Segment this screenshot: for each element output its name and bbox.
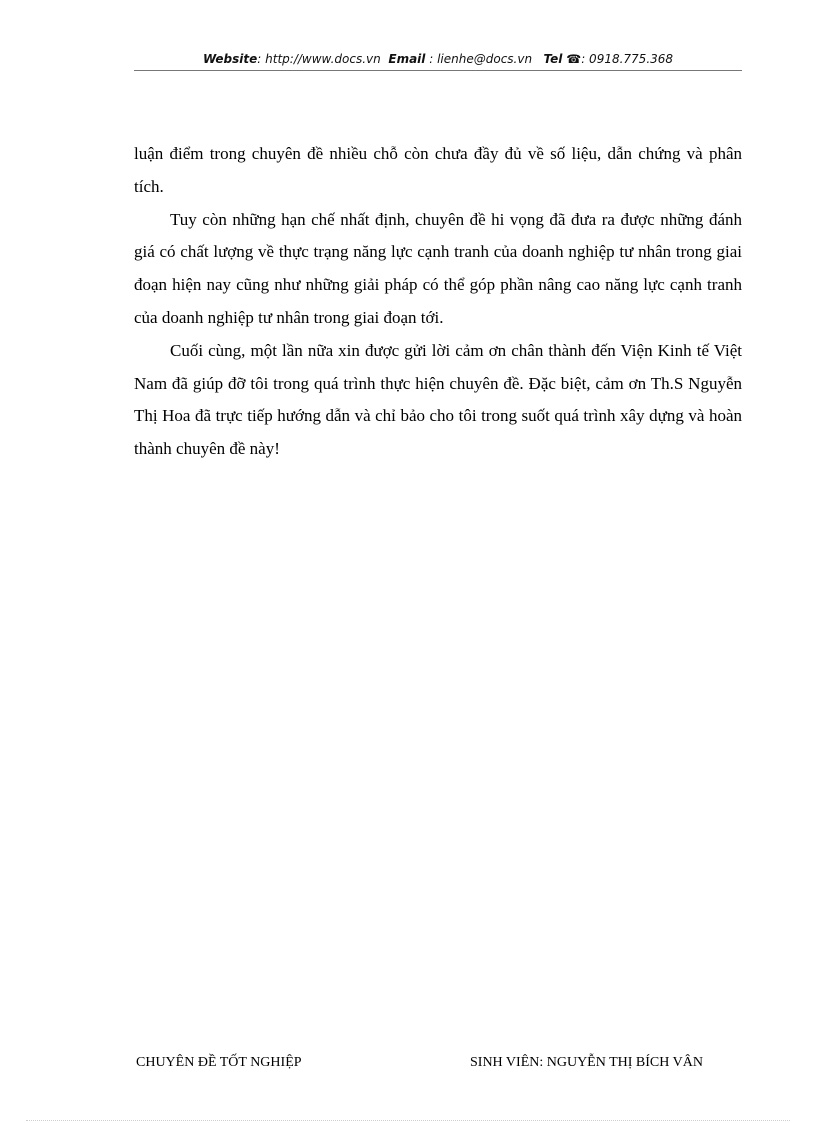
tel-label: Tel [543,52,563,66]
footer-thesis-label: CHUYÊN ĐỀ TỐT NGHIỆP [136,1055,302,1070]
paragraph: luận điểm trong chuyên đề nhiều chỗ còn chưa đầy đủ về số liệu, dẫn chứng và phân tích. [134,144,742,196]
footer-student-name: SINH VIÊN: NGUYỄN THỊ BÍCH VÂN [470,1055,703,1070]
tel-value: : 0918.775.368 [581,52,674,66]
email-label: Email [388,52,426,66]
paragraph: Tuy còn những hạn chế nhất định, chuyên đề hi vọng đã đưa ra được những đánh giá có chất lượng về thực trạng năng lực cạnh tranh của doanh nghiệp tư nhân trong giai đoạn hiện nay cũng như những giải pháp có thể góp phần nâng cao năng lực cạnh tranh của doanh nghiệp tư nhân trong giai đoạn tới. [134,209,742,327]
page-bottom-divider [26,1120,790,1121]
email-value[interactable]: : lienhe@docs.vn [429,52,533,66]
document-body [134,138,742,466]
page-header [134,50,742,71]
phone-icon: ☎ [566,52,582,66]
website-label: Website [202,52,258,66]
website-url[interactable]: http://www.docs.vn [265,52,381,66]
paragraph: Cuối cùng, một lần nữa xin được gửi lời cảm ơn chân thành đến Viện Kinh tế Việt Nam đã giúp đỡ tôi trong quá trình thực hiện chuyên đề. Đặc biệt, cảm ơn Th.S Nguyễn Thị Hoa đã trực tiếp hướng dẫn và chỉ bảo cho tôi trong suốt quá trình xây dựng và hoàn thành chuyên đề này! [134,340,742,459]
website-separator: : [257,52,266,66]
